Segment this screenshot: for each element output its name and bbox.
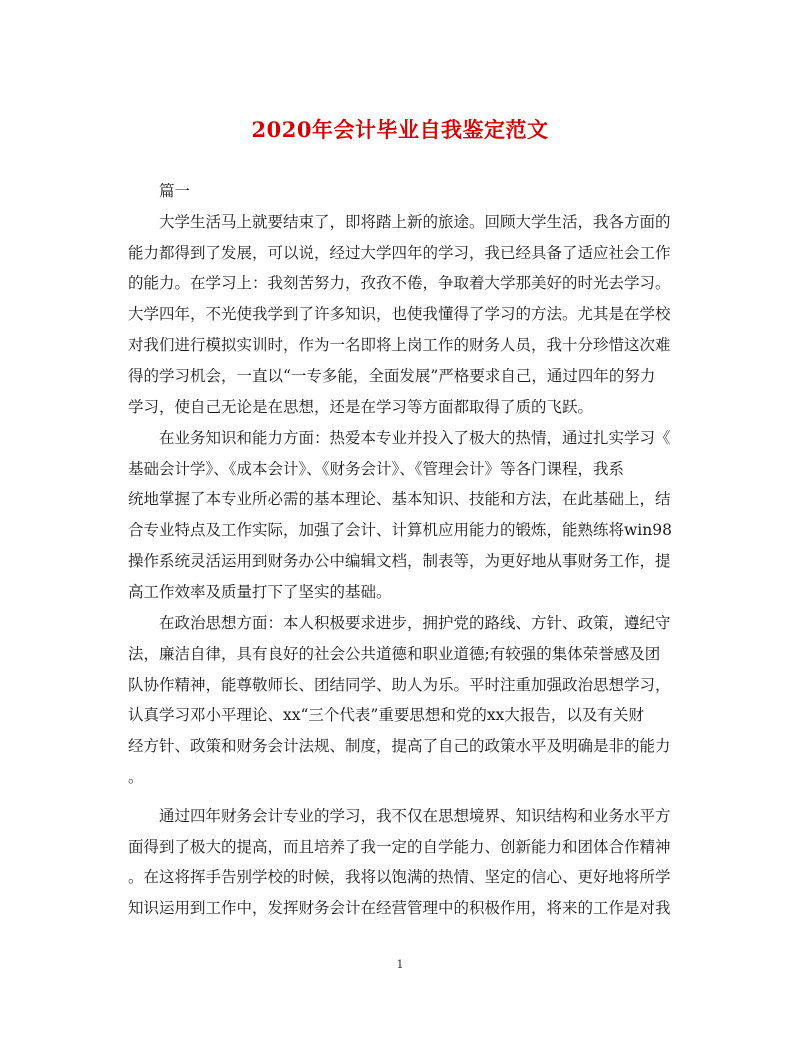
body-line: 面得到了极大的提高，而且培养了我一定的自学能力、创新能力和团体合作精神 [128, 838, 671, 856]
body-line: 队协作精神，能尊敬师长、团结同学、助人为乐。平时注重加强政治思想学习， [128, 676, 671, 694]
body-line: 统地掌握了本专业所必需的基本理论、基本知识、技能和方法，在此基础上，结 [128, 490, 671, 508]
body-line: 合专业特点及工作实际，加强了会计、计算机应用能力的锻炼，能熟练将win98 [128, 521, 672, 539]
body-line: 能力都得到了发展，可以说，经过大学四年的学习，我已经具备了适应社会工作 [128, 244, 671, 262]
body-line: 。在这将挥手告别学校的时候，我将以饱满的热情、坚定的信心、更好地将所学 [128, 868, 671, 886]
body-line: 大学生活马上就要结束了，即将踏上新的旅途。回顾大学生活，我各方面的 [159, 213, 671, 231]
body-line: 对我们进行模拟实训时，作为一名即将上岗工作的财务人员，我十分珍惜这次难 [128, 336, 671, 354]
body-line: 知识运用到工作中，发挥财务会计在经营管理中的积极作用，将来的工作是对我 [128, 899, 671, 917]
body-line: 经方针、政策和财务会计法规、制度，提高了自己的政策水平及明确是非的能力 [128, 737, 671, 755]
document-title: 2020年会计毕业自我鉴定范文 [251, 117, 549, 142]
body-line: 学习，使自己无论是在思想，还是在学习等方面都取得了质的飞跃。 [128, 398, 594, 416]
body-line: 得的学习机会，一直以“一专多能，全面发展”严格要求自己，通过四年的努力 [128, 367, 656, 385]
body-line: 法，廉洁自律，具有良好的社会公共道德和职业道德;有较强的集体荣誉感及团 [128, 645, 661, 663]
body-line: 操作系统灵活运用到财务办公中编辑文档，制表等，为更好地从事财务工作，提 [128, 552, 671, 570]
body-line: 通过四年财务会计专业的学习，我不仅在思想境界、知识结构和业务水平方 [159, 807, 671, 825]
body-line: 认真学习邓小平理论、xx“三个代表”重要思想和党的xx大报告，以及有关财 [128, 706, 644, 724]
body-line: 高工作效率及质量打下了坚实的基础。 [128, 583, 392, 601]
body-line: 在业务知识和能力方面：热爱本专业并投入了极大的热情，通过扎实学习《 [159, 429, 671, 447]
body-line: 基础会计学》、《成本会计》、《财务会计》、《管理会计》等各门课程，我系 [128, 460, 625, 478]
section-heading: 篇一 [159, 182, 191, 200]
page-number: 1 [396, 958, 404, 971]
body-line: 大学四年，不光使我学到了许多知识，也使我懂得了学习的方法。尤其是在学校 [128, 305, 671, 323]
body-line: 的能力。在学习上：我刻苦努力，孜孜不倦，争取着大学那美好的时光去学习。 [128, 274, 671, 292]
body-line: 在政治思想方面：本人积极要求进步，拥护党的路线、方针、政策，遵纪守 [159, 614, 671, 632]
body-line: 。 [128, 768, 144, 786]
